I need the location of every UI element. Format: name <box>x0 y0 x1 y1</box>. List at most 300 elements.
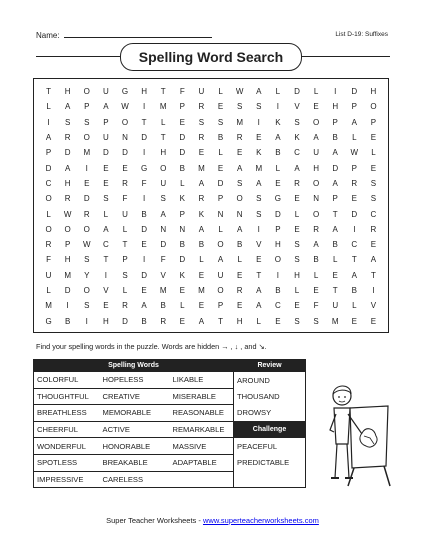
grid-letter[interactable]: K <box>256 148 262 158</box>
grid-letter[interactable]: E <box>332 270 338 280</box>
grid-letter[interactable]: L <box>218 224 223 234</box>
grid-letter[interactable]: K <box>294 133 300 143</box>
grid-letter[interactable]: E <box>179 286 185 295</box>
grid-letter[interactable]: L <box>180 178 185 188</box>
grid-letter[interactable]: R <box>198 133 205 143</box>
grid-letter[interactable]: R <box>83 209 90 219</box>
grid-letter[interactable]: B <box>141 209 147 219</box>
grid-letter[interactable]: V <box>370 301 377 311</box>
grid-letter[interactable]: L <box>199 255 204 265</box>
grid-letter[interactable]: A <box>313 133 319 143</box>
grid-letter[interactable]: F <box>313 301 319 311</box>
grid-letter[interactable]: A <box>103 102 109 112</box>
grid-letter[interactable]: D <box>179 255 186 265</box>
grid-letter[interactable]: O <box>45 224 52 234</box>
grid-letter[interactable]: E <box>351 194 357 204</box>
grid-letter[interactable]: V <box>294 102 300 112</box>
grid-letter[interactable]: A <box>198 316 205 326</box>
grid-letter[interactable]: A <box>275 133 281 143</box>
grid-letter[interactable]: N <box>217 209 224 219</box>
grid-letter[interactable]: P <box>217 301 224 311</box>
grid-letter[interactable]: E <box>294 194 300 204</box>
grid-letter[interactable]: A <box>198 178 205 188</box>
grid-letter[interactable]: L <box>352 133 357 143</box>
grid-letter[interactable]: S <box>198 117 205 127</box>
grid-letter[interactable]: H <box>236 316 243 326</box>
grid-letter[interactable]: T <box>218 316 223 326</box>
grid-letter[interactable]: A <box>198 224 205 234</box>
grid-letter[interactable]: I <box>353 224 356 234</box>
grid-letter[interactable]: T <box>160 87 166 97</box>
grid-letter[interactable]: O <box>64 224 71 234</box>
grid-letter[interactable]: T <box>103 255 109 265</box>
grid-letter[interactable]: S <box>84 117 90 127</box>
grid-letter[interactable]: O <box>121 117 129 127</box>
grid-letter[interactable]: S <box>160 194 166 204</box>
grid-letter[interactable]: O <box>370 102 377 112</box>
grid-letter[interactable]: T <box>141 117 147 127</box>
grid-letter[interactable]: B <box>275 286 281 295</box>
grid-letter[interactable]: O <box>83 286 90 295</box>
grid-letter[interactable]: U <box>332 301 339 311</box>
grid-letter[interactable]: C <box>274 301 281 311</box>
grid-letter[interactable]: D <box>179 148 186 158</box>
grid-letter[interactable]: S <box>294 240 300 250</box>
grid-letter[interactable]: A <box>236 224 243 234</box>
grid-letter[interactable]: P <box>122 255 128 265</box>
grid-letter[interactable]: E <box>236 270 243 280</box>
grid-letter[interactable]: N <box>313 194 319 204</box>
grid-letter[interactable]: O <box>83 133 90 143</box>
grid-letter[interactable]: D <box>160 240 167 250</box>
grid-letter[interactable]: L <box>294 286 300 295</box>
grid-letter[interactable]: S <box>84 255 90 265</box>
grid-letter[interactable]: M <box>159 286 167 295</box>
grid-letter[interactable]: B <box>198 240 205 250</box>
grid-letter[interactable]: L <box>275 87 281 97</box>
grid-letter[interactable]: E <box>217 163 224 173</box>
grid-letter[interactable]: H <box>294 270 300 280</box>
grid-letter[interactable]: F <box>160 255 166 265</box>
grid-letter[interactable]: P <box>332 117 338 127</box>
grid-letter[interactable]: I <box>104 270 107 280</box>
grid-letter[interactable]: I <box>85 163 88 173</box>
grid-letter[interactable]: I <box>334 87 337 97</box>
grid-letter[interactable]: M <box>255 163 263 173</box>
grid-letter[interactable]: P <box>64 240 71 250</box>
grid-letter[interactable]: S <box>103 194 109 204</box>
name-line[interactable] <box>64 30 212 38</box>
grid-letter[interactable]: A <box>313 240 319 250</box>
grid-letter[interactable]: R <box>64 133 71 143</box>
grid-letter[interactable]: K <box>275 117 281 127</box>
grid-letter[interactable]: H <box>141 87 147 97</box>
grid-letter[interactable]: D <box>122 316 128 326</box>
grid-letter[interactable]: O <box>312 117 320 127</box>
grid-letter[interactable]: L <box>332 255 338 265</box>
grid-letter[interactable]: L <box>275 163 281 173</box>
grid-letter[interactable]: E <box>122 163 128 173</box>
grid-letter[interactable]: B <box>351 286 357 295</box>
grid-letter[interactable]: E <box>198 270 205 280</box>
grid-letter[interactable]: K <box>179 194 185 204</box>
grid-letter[interactable]: F <box>179 87 185 97</box>
grid-letter[interactable]: P <box>351 102 357 112</box>
grid-letter[interactable]: P <box>332 194 338 204</box>
grid-letter[interactable]: S <box>294 117 300 127</box>
grid-letter[interactable]: M <box>83 148 91 158</box>
grid-letter[interactable]: M <box>331 316 339 326</box>
grid-letter[interactable]: E <box>370 133 377 143</box>
grid-letter[interactable]: A <box>236 163 243 173</box>
grid-letter[interactable]: W <box>63 209 72 219</box>
grid-letter[interactable]: U <box>102 133 109 143</box>
grid-letter[interactable]: R <box>45 240 52 250</box>
grid-letter[interactable]: C <box>351 240 358 250</box>
grid-letter[interactable]: S <box>313 316 319 326</box>
grid-letter[interactable]: I <box>142 194 146 204</box>
grid-letter[interactable]: V <box>103 286 109 295</box>
grid-letter[interactable]: R <box>236 133 243 143</box>
grid-letter[interactable]: L <box>122 286 128 295</box>
grid-letter[interactable]: I <box>276 102 279 112</box>
grid-letter[interactable]: L <box>237 255 242 265</box>
grid-letter[interactable]: S <box>122 270 128 280</box>
grid-letter[interactable]: M <box>64 270 71 280</box>
grid-letter[interactable]: N <box>179 224 186 234</box>
grid-letter[interactable]: I <box>66 301 69 311</box>
grid-letter[interactable]: O <box>236 194 243 204</box>
grid-letter[interactable]: H <box>274 240 281 250</box>
grid-letter[interactable]: I <box>142 255 146 265</box>
grid-letter[interactable]: B <box>64 316 71 326</box>
grid-letter[interactable]: E <box>141 240 147 250</box>
grid-letter[interactable]: A <box>370 255 377 265</box>
grid-letter[interactable]: L <box>313 270 319 280</box>
spelling-word <box>170 471 234 488</box>
grid-letter[interactable]: E <box>256 133 262 143</box>
grid-letter[interactable]: V <box>256 240 262 250</box>
grid-letter[interactable]: U <box>313 148 319 158</box>
grid-letter[interactable]: R <box>351 178 358 188</box>
grid-letter[interactable]: B <box>313 255 319 265</box>
grid-letter[interactable]: H <box>64 178 71 188</box>
grid-letter[interactable]: M <box>45 301 52 311</box>
grid-letter[interactable]: D <box>83 194 90 204</box>
grid-letter[interactable]: D <box>141 270 147 280</box>
grid-letter[interactable]: L <box>371 148 376 158</box>
grid-letter[interactable]: W <box>121 102 129 112</box>
grid-letter[interactable]: D <box>64 148 71 158</box>
grid-letter[interactable]: E <box>103 163 109 173</box>
grid-letter[interactable]: D <box>122 148 128 158</box>
grid-letter[interactable]: E <box>217 102 224 112</box>
grid-letter[interactable]: M <box>198 163 205 173</box>
grid-letter[interactable]: E <box>103 301 109 311</box>
grid-letter[interactable]: A <box>256 301 262 311</box>
grid-letter[interactable]: R <box>370 224 377 234</box>
grid-letter[interactable]: K <box>179 270 185 280</box>
grid-letter[interactable]: B <box>332 240 338 250</box>
grid-letter[interactable]: H <box>64 87 71 97</box>
grid-letter[interactable]: E <box>313 286 319 295</box>
grid-letter[interactable]: C <box>370 209 377 219</box>
grid-letter[interactable]: E <box>313 102 319 112</box>
grid-letter[interactable]: O <box>45 194 52 204</box>
grid-letter[interactable]: T <box>332 209 338 219</box>
grid-letter[interactable]: L <box>256 316 261 326</box>
grid-letter[interactable]: I <box>142 148 146 158</box>
grid-letter[interactable]: E <box>103 178 109 188</box>
grid-letter[interactable]: A <box>103 224 109 234</box>
grid-letter[interactable]: S <box>64 117 71 127</box>
grid-letter[interactable]: D <box>102 148 109 158</box>
grid-letter[interactable]: E <box>236 148 243 158</box>
grid-letter[interactable]: L <box>160 117 166 127</box>
grid-letter[interactable]: U <box>160 178 167 188</box>
grid-letter[interactable]: P <box>84 102 90 112</box>
grid-letter[interactable]: S <box>370 178 377 188</box>
grid-letter[interactable]: I <box>257 224 260 234</box>
grid-letter[interactable]: L <box>294 209 300 219</box>
grid-letter[interactable]: T <box>160 133 166 143</box>
grid-letter[interactable]: E <box>236 301 243 311</box>
grid-letter[interactable]: W <box>235 87 244 97</box>
grid-letter[interactable]: L <box>46 102 51 112</box>
grid-letter[interactable]: R <box>122 178 128 188</box>
grid-letter[interactable]: L <box>122 224 128 234</box>
grid-letter[interactable]: R <box>64 194 71 204</box>
grid-letter[interactable]: E <box>351 316 357 326</box>
grid-letter[interactable]: S <box>256 194 262 204</box>
grid-letter[interactable]: A <box>332 178 338 188</box>
grid-letter[interactable]: R <box>313 224 319 234</box>
grid-letter[interactable]: O <box>83 87 90 97</box>
grid-letter[interactable]: N <box>160 224 167 234</box>
grid-letter[interactable]: E <box>294 301 300 311</box>
grid-letter[interactable]: A <box>160 209 166 219</box>
grid-letter[interactable]: S <box>370 194 377 204</box>
grid-letter[interactable]: P <box>351 163 357 173</box>
grid-letter[interactable]: E <box>141 286 147 295</box>
grid-letter[interactable]: E <box>370 240 377 250</box>
grid-letter[interactable]: L <box>46 286 51 295</box>
grid-letter[interactable]: E <box>84 178 90 188</box>
grid-letter[interactable]: O <box>217 286 224 295</box>
grid-letter[interactable]: A <box>332 148 338 158</box>
grid-letter[interactable]: E <box>179 117 185 127</box>
grid-letter[interactable]: P <box>103 117 109 127</box>
grid-letter[interactable]: E <box>198 301 205 311</box>
grid-letter[interactable]: A <box>141 301 147 311</box>
grid-letter[interactable]: O <box>312 178 320 188</box>
grid-letter[interactable]: U <box>45 270 52 280</box>
grid-letter[interactable]: B <box>236 240 243 250</box>
grid-letter[interactable]: I <box>47 117 50 127</box>
spelling-word: WONDERFUL <box>34 438 100 455</box>
grid-letter[interactable]: D <box>294 87 300 97</box>
grid-letter[interactable]: R <box>160 316 167 326</box>
footer-brand: Super Teacher Worksheets - <box>106 516 203 525</box>
grid-letter[interactable]: B <box>275 148 281 158</box>
grid-letter[interactable]: D <box>274 209 281 219</box>
grid-letter[interactable]: M <box>159 102 167 112</box>
grid-letter[interactable]: A <box>351 117 357 127</box>
grid-letter[interactable]: O <box>217 240 224 250</box>
grid-letter[interactable]: F <box>141 178 147 188</box>
grid-letter[interactable]: M <box>236 117 243 127</box>
grid-letter[interactable]: T <box>122 240 128 250</box>
grid-letter[interactable]: A <box>64 102 71 112</box>
grid-letter[interactable]: G <box>274 194 281 204</box>
grid-letter[interactable]: L <box>46 209 51 219</box>
grid-letter[interactable]: S <box>294 255 300 265</box>
grid-letter[interactable]: C <box>45 178 52 188</box>
grid-letter[interactable]: O <box>83 224 90 234</box>
footer-link[interactable]: www.superteacherworksheets.com <box>202 516 319 525</box>
grid-letter[interactable]: A <box>351 270 357 280</box>
word-table <box>33 359 306 488</box>
grid-letter[interactable]: E <box>370 163 377 173</box>
grid-letter[interactable]: G <box>121 87 129 97</box>
grid-letter[interactable]: H <box>102 316 109 326</box>
grid-letter[interactable]: B <box>160 301 166 311</box>
grid-letter[interactable]: I <box>276 270 279 280</box>
grid-letter[interactable]: B <box>179 163 185 173</box>
grid-letter[interactable]: D <box>332 163 339 173</box>
grid-letter[interactable]: R <box>198 102 205 112</box>
grid-letter[interactable]: T <box>46 87 51 97</box>
grid-letter[interactable]: P <box>370 117 377 127</box>
grid-letter[interactable]: W <box>82 240 91 250</box>
grid-letter[interactable]: P <box>179 102 185 112</box>
grid-letter[interactable]: A <box>256 286 262 295</box>
grid-letter[interactable]: R <box>122 301 128 311</box>
grid-letter[interactable]: S <box>294 316 300 326</box>
grid-letter[interactable]: C <box>102 240 109 250</box>
grid-letter[interactable]: S <box>236 102 243 112</box>
footer <box>0 516 425 525</box>
grid-letter[interactable]: U <box>102 87 109 97</box>
grid-letter[interactable]: G <box>45 316 52 326</box>
grid-letter[interactable]: P <box>217 194 224 204</box>
grid-letter[interactable]: A <box>45 133 52 143</box>
grid-letter[interactable]: I <box>372 286 375 295</box>
grid-letter[interactable]: S <box>217 117 224 127</box>
grid-letter[interactable]: H <box>370 87 377 97</box>
grid-letter[interactable]: T <box>351 255 357 265</box>
grid-letter[interactable]: A <box>256 178 262 188</box>
grid-letter[interactable]: E <box>179 316 185 326</box>
grid-letter[interactable]: H <box>313 163 319 173</box>
grid-letter[interactable]: F <box>46 255 51 265</box>
grid-letter[interactable]: B <box>332 133 338 143</box>
grid-letter[interactable]: D <box>45 163 52 173</box>
grid-letter[interactable]: A <box>294 163 300 173</box>
grid-letter[interactable]: R <box>236 286 243 295</box>
grid-letter[interactable]: G <box>140 163 148 173</box>
grid-letter[interactable]: P <box>275 224 281 234</box>
grid-letter[interactable]: K <box>198 209 205 219</box>
grid-letter[interactable]: U <box>198 87 205 97</box>
grid-letter[interactable]: Y <box>84 270 90 280</box>
grid-letter[interactable]: B <box>179 240 185 250</box>
grid-letter[interactable]: P <box>45 148 52 158</box>
grid-letter[interactable]: S <box>84 301 90 311</box>
grid-letter[interactable]: N <box>122 133 128 143</box>
grid-letter[interactable]: D <box>217 178 224 188</box>
grid-letter[interactable]: D <box>64 286 71 295</box>
grid-letter[interactable]: E <box>275 178 281 188</box>
instructions: Find your spelling words in the puzzle. Words are hidden → , ↓ , and ↘. <box>36 342 267 351</box>
grid-letter[interactable]: D <box>141 133 147 143</box>
grid-letter[interactable]: L <box>218 87 223 97</box>
grid-letter[interactable]: P <box>179 209 185 219</box>
grid-letter[interactable]: A <box>64 163 71 173</box>
grid-letter[interactable]: C <box>294 148 300 158</box>
grid-letter[interactable]: T <box>370 270 376 280</box>
grid-letter[interactable]: R <box>198 194 205 204</box>
grid-letter[interactable]: A <box>256 87 262 97</box>
grid-letter[interactable]: S <box>256 102 262 112</box>
grid-letter[interactable]: D <box>351 209 358 219</box>
grid-letter[interactable]: S <box>256 209 262 219</box>
grid-letter[interactable]: O <box>160 163 167 173</box>
grid-letter[interactable]: L <box>180 301 185 311</box>
grid-letter[interactable]: D <box>141 224 147 234</box>
spelling-word: MISERABLE <box>170 388 234 405</box>
grid-letter[interactable]: B <box>141 316 147 326</box>
grid-letter[interactable]: E <box>256 255 262 265</box>
grid-letter[interactable]: D <box>351 87 358 97</box>
grid-letter[interactable]: V <box>160 270 166 280</box>
grid-letter[interactable]: R <box>294 178 300 188</box>
grid-letter[interactable]: M <box>198 286 205 295</box>
grid-letter[interactable]: A <box>217 255 224 265</box>
grid-letter[interactable]: L <box>103 209 109 219</box>
grid-letter[interactable]: T <box>332 286 338 295</box>
grid-letter[interactable]: H <box>160 148 167 158</box>
grid-letter[interactable]: L <box>313 87 319 97</box>
grid-letter[interactable]: H <box>64 255 71 265</box>
grid-letter[interactable]: L <box>352 301 357 311</box>
grid-letter[interactable]: I <box>257 117 260 127</box>
grid-letter[interactable]: B <box>217 133 224 143</box>
spelling-word: MEMORABLE <box>100 405 170 422</box>
grid-letter[interactable]: I <box>142 102 146 112</box>
grid-letter[interactable]: W <box>350 148 359 158</box>
grid-letter[interactable]: U <box>217 270 224 280</box>
grid-letter[interactable]: L <box>218 148 223 158</box>
grid-letter[interactable]: I <box>85 316 88 326</box>
grid-letter[interactable]: E <box>275 316 281 326</box>
grid-letter[interactable]: H <box>332 102 339 112</box>
grid-letter[interactable]: T <box>256 270 262 280</box>
grid-letter[interactable]: D <box>179 133 186 143</box>
grid-letter[interactable]: A <box>332 224 338 234</box>
grid-letter[interactable]: E <box>198 148 205 158</box>
grid-letter[interactable]: F <box>122 194 128 204</box>
grid-letter[interactable]: U <box>122 209 128 219</box>
grid-letter[interactable]: E <box>370 316 377 326</box>
empty-cell <box>234 471 306 488</box>
grid-letter[interactable]: O <box>274 255 281 265</box>
grid-letter[interactable]: E <box>294 224 300 234</box>
grid-letter[interactable]: O <box>312 209 320 219</box>
grid-letter[interactable]: N <box>236 209 243 219</box>
name-label: Name: <box>36 31 60 40</box>
grid-letter[interactable]: S <box>236 178 243 188</box>
